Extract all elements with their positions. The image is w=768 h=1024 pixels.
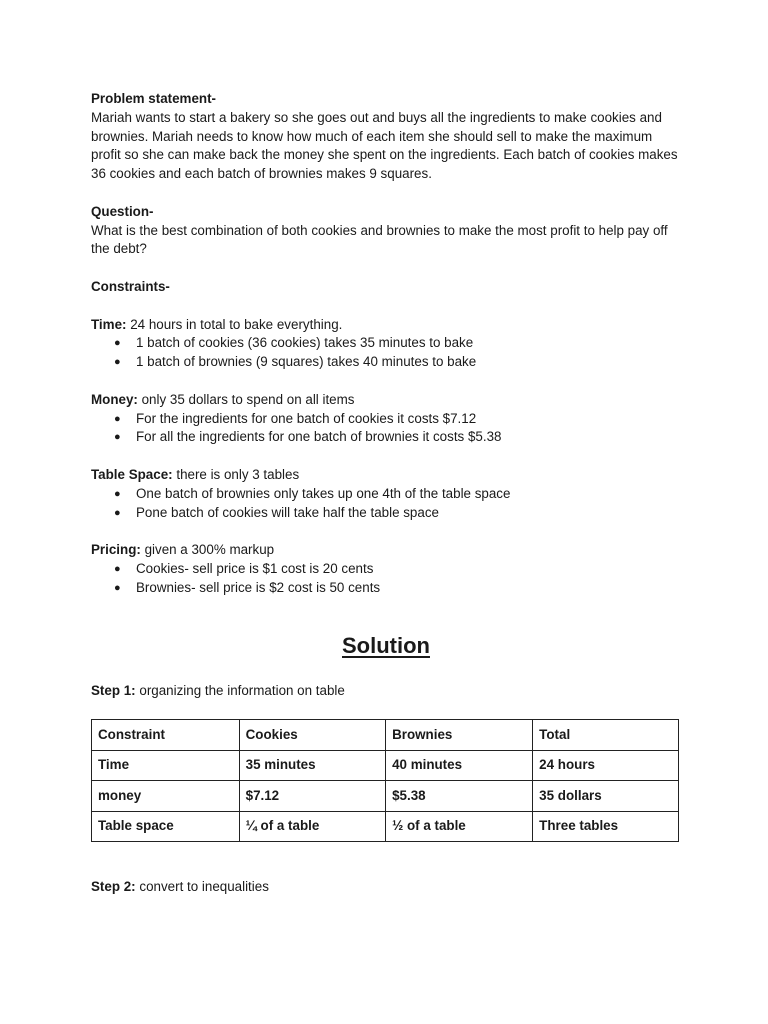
table-space-text: there is only 3 tables xyxy=(172,466,300,482)
bullet-icon: ● xyxy=(114,412,121,425)
step-1 xyxy=(91,682,681,701)
table-cell: Table space xyxy=(92,811,240,842)
table-cell: ½ of a table xyxy=(386,811,533,842)
list-item: ● One batch of brownies only takes up one 4th of the table space xyxy=(91,485,681,504)
table-header-cell: Total xyxy=(533,720,679,751)
pricing-text: given a 300% markup xyxy=(140,542,275,558)
list-item: ● For all the ingredients for one batch of brownies it costs $5.38 xyxy=(91,428,681,447)
table-cell: 24 hours xyxy=(533,750,679,781)
step-1-label: Step 1: xyxy=(91,682,136,698)
pricing-label: Pricing: xyxy=(91,542,141,558)
bullet-icon: ● xyxy=(114,506,121,519)
bullet-icon: ● xyxy=(114,431,121,444)
table-space-constraint xyxy=(91,466,681,485)
constraint-table xyxy=(91,719,679,842)
table-cell: 35 minutes xyxy=(239,750,385,781)
table-header-row xyxy=(92,720,679,751)
question-text: What is the best combination of both cookies and brownies to make the most profit to help pay off the debt? xyxy=(91,222,668,257)
step-1-text: organizing the information on table xyxy=(135,682,345,698)
time-constraint xyxy=(91,316,681,335)
table-row xyxy=(92,811,679,842)
bullet-icon: ● xyxy=(114,562,121,575)
table-row xyxy=(92,781,679,812)
table-cell: 35 dollars xyxy=(533,781,679,812)
money-bullets xyxy=(91,410,681,448)
list-item: ● Brownies- sell price is $2 cost is 50 cents xyxy=(91,579,681,598)
constraints-heading: Constraints- xyxy=(91,278,170,294)
list-item: ● 1 batch of cookies (36 cookies) takes 35 minutes to bake xyxy=(91,334,681,353)
money-label: Money: xyxy=(91,391,138,407)
solution-title: Solution xyxy=(342,632,430,658)
pricing-constraint xyxy=(91,541,681,560)
time-text: 24 hours in total to bake everything. xyxy=(126,316,343,332)
problem-heading: Problem statement- xyxy=(91,91,217,106)
pricing-bullets xyxy=(91,560,681,598)
table-cell: $5.38 xyxy=(386,781,533,812)
document-page xyxy=(91,90,681,897)
list-item: ● For the ingredients for one batch of cookies it costs $7.12 xyxy=(91,410,681,429)
question-heading: Question- xyxy=(91,203,154,219)
table-cell: Three tables xyxy=(533,811,679,842)
list-item: ● 1 batch of brownies (9 squares) takes 40 minutes to bake xyxy=(91,353,681,372)
table-cell: Time xyxy=(92,750,240,781)
time-label: Time: xyxy=(91,316,127,332)
step-2 xyxy=(91,878,681,897)
step-2-label: Step 2: xyxy=(91,879,136,895)
step-2-text: convert to inequalities xyxy=(135,879,269,895)
problem-text: Mariah wants to start a bakery so she goes out and buys all the ingredients to make cookies and brownies. Mariah needs to know how much of each item she should sell to make the maximum profit so she can make back the money she spent on the ingredients. Each batch of cookies makes 36 cookies and each batch of brownies makes 9 squares. xyxy=(91,109,678,182)
bullet-icon: ● xyxy=(114,356,121,369)
money-constraint xyxy=(91,391,681,410)
bullet-icon: ● xyxy=(114,487,121,500)
money-text: only 35 dollars to spend on all items xyxy=(137,391,355,407)
list-item: ● Cookies- sell price is $1 cost is 20 cents xyxy=(91,560,681,579)
table-cell: 40 minutes xyxy=(386,750,533,781)
table-row xyxy=(92,750,679,781)
table-space-label: Table Space: xyxy=(91,466,173,482)
time-bullets xyxy=(91,334,681,372)
table-cell: ¼ of a table xyxy=(239,811,385,842)
table-cell: $7.12 xyxy=(239,781,385,812)
bullet-icon: ● xyxy=(114,337,121,350)
list-item: ● Pone batch of cookies will take half the table space xyxy=(91,504,681,523)
table-header-cell: Cookies xyxy=(239,720,385,751)
bullet-icon: ● xyxy=(114,581,121,594)
table-space-bullets xyxy=(91,485,681,523)
table-header-cell: Constraint xyxy=(92,720,240,751)
table-cell: money xyxy=(92,781,240,812)
table-header-cell: Brownies xyxy=(386,720,533,751)
